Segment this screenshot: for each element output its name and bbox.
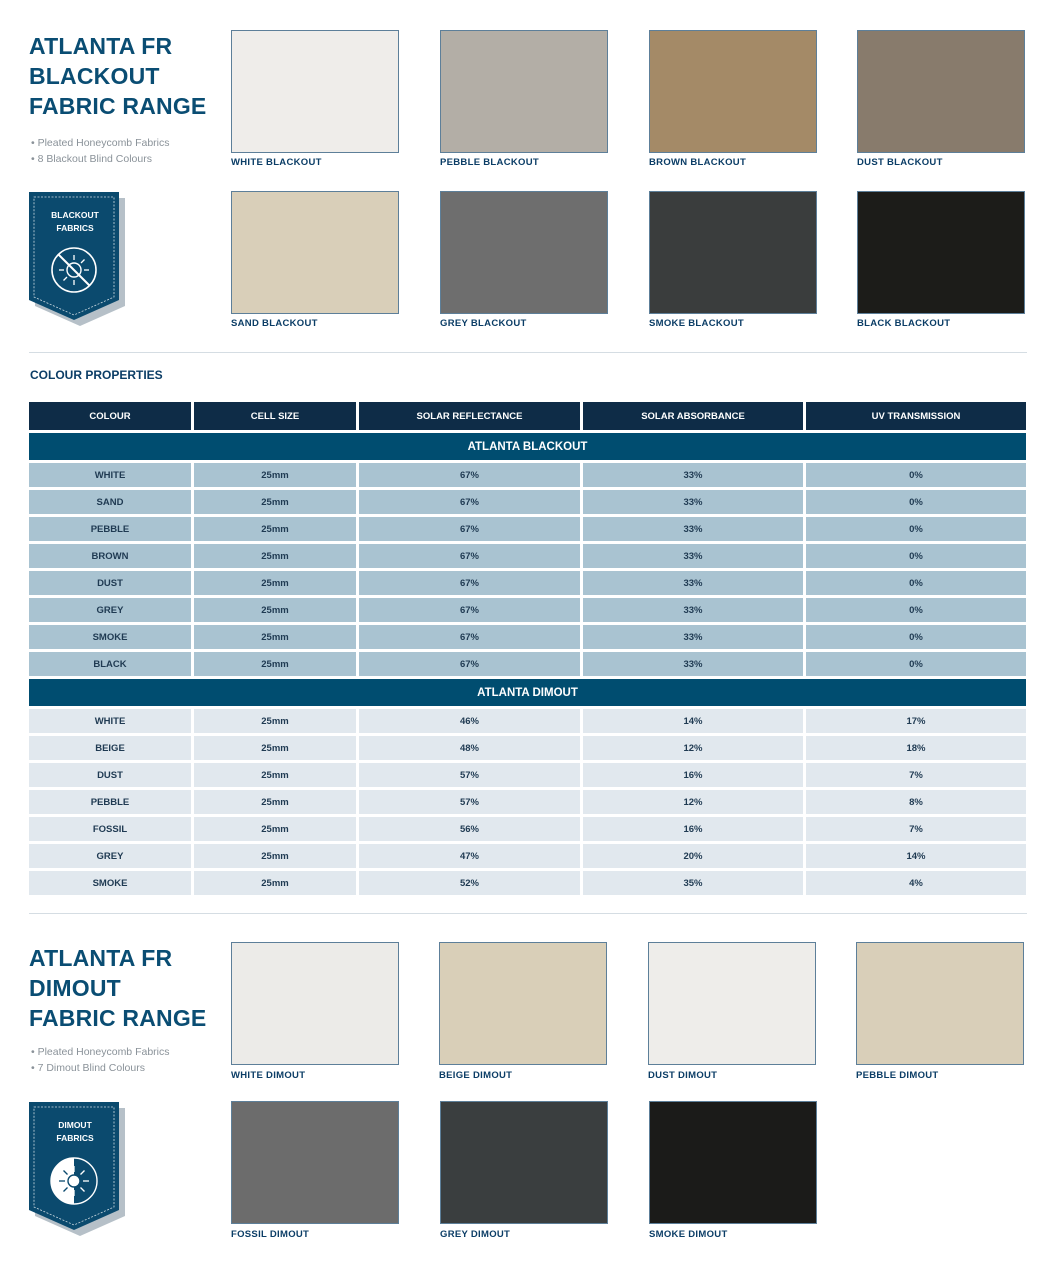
table-cell: 67%	[359, 571, 580, 595]
swatch-fossil-dimout[interactable]	[231, 1101, 399, 1224]
bullet-item: • Pleated Honeycomb Fabrics	[31, 135, 170, 151]
table-cell: GREY	[29, 844, 191, 868]
title-line: ATLANTA FR	[29, 33, 173, 59]
table-cell: SAND	[29, 490, 191, 514]
swatch-sand-blackout[interactable]	[231, 191, 399, 314]
title-line: ATLANTA FR	[29, 945, 173, 971]
table-row	[29, 652, 1026, 676]
table-cell: 33%	[583, 517, 803, 541]
table-cell: 33%	[583, 544, 803, 568]
table-cell: 25mm	[194, 625, 356, 649]
table-cell: 16%	[583, 817, 803, 841]
table-cell: 16%	[583, 763, 803, 787]
swatch-label: SMOKE BLACKOUT	[649, 318, 744, 329]
table-cell: 25mm	[194, 598, 356, 622]
table-cell: 33%	[583, 571, 803, 595]
swatch-dust-dimout[interactable]	[648, 942, 816, 1065]
dimout-bullets	[31, 1044, 170, 1076]
table-cell: 4%	[806, 871, 1026, 895]
table-cell: 67%	[359, 544, 580, 568]
table-cell: 25mm	[194, 490, 356, 514]
title-line: FABRIC RANGE	[29, 93, 207, 119]
table-cell: WHITE	[29, 709, 191, 733]
badge-line: DIMOUT	[58, 1120, 92, 1130]
table-cell: PEBBLE	[29, 790, 191, 814]
table-cell: 25mm	[194, 544, 356, 568]
table-cell: DUST	[29, 571, 191, 595]
table-cell: 12%	[583, 736, 803, 760]
table-cell: DUST	[29, 763, 191, 787]
table-cell: 18%	[806, 736, 1026, 760]
swatch-label: GREY DIMOUT	[440, 1229, 511, 1240]
badge-label	[29, 1119, 121, 1145]
swatch-label: WHITE DIMOUT	[231, 1070, 306, 1081]
blackout-badge	[29, 192, 119, 330]
bullet-item: • Pleated Honeycomb Fabrics	[31, 1044, 170, 1060]
table-cell: BLACK	[29, 652, 191, 676]
table-cell: 33%	[583, 463, 803, 487]
swatch-beige-dimout[interactable]	[439, 942, 607, 1065]
column-header: CELL SIZE	[194, 402, 356, 430]
badge-line: FABRICS	[56, 223, 94, 233]
table-row	[29, 571, 1026, 595]
table-cell: 57%	[359, 790, 580, 814]
table-row	[29, 871, 1026, 895]
table-row	[29, 463, 1026, 487]
table-cell: 52%	[359, 871, 580, 895]
swatch-smoke-blackout[interactable]	[649, 191, 817, 314]
table-cell: 25mm	[194, 571, 356, 595]
table-cell: 25mm	[194, 844, 356, 868]
table-cell: 25mm	[194, 763, 356, 787]
table-cell: 25mm	[194, 517, 356, 541]
swatch-black-blackout[interactable]	[857, 191, 1025, 314]
colour-properties-table	[26, 399, 1029, 898]
table-cell: 67%	[359, 463, 580, 487]
column-header: SOLAR REFLECTANCE	[359, 402, 580, 430]
dimout-badge	[29, 1102, 119, 1240]
swatch-grey-blackout[interactable]	[440, 191, 608, 314]
swatch-label: SMOKE DIMOUT	[649, 1229, 728, 1240]
table-cell: 48%	[359, 736, 580, 760]
bullet-item: • 8 Blackout Blind Colours	[31, 151, 170, 167]
table-row	[29, 517, 1026, 541]
table-cell: 25mm	[194, 652, 356, 676]
table-row	[29, 598, 1026, 622]
table-cell: 33%	[583, 652, 803, 676]
table-cell: 0%	[806, 652, 1026, 676]
swatch-grey-dimout[interactable]	[440, 1101, 608, 1224]
table-cell: 25mm	[194, 790, 356, 814]
swatch-brown-blackout[interactable]	[649, 30, 817, 153]
table-cell: 7%	[806, 763, 1026, 787]
table-row	[29, 544, 1026, 568]
colour-properties-heading: COLOUR PROPERTIES	[30, 368, 163, 382]
column-header: SOLAR ABSORBANCE	[583, 402, 803, 430]
table-cell: BEIGE	[29, 736, 191, 760]
table-cell: 14%	[583, 709, 803, 733]
table-cell: 67%	[359, 625, 580, 649]
table-cell: BROWN	[29, 544, 191, 568]
table-cell: 20%	[583, 844, 803, 868]
table-body	[29, 433, 1026, 895]
swatch-pebble-blackout[interactable]	[440, 30, 608, 153]
table-row	[29, 625, 1026, 649]
group-title: ATLANTA DIMOUT	[29, 679, 1026, 706]
swatch-label: DUST DIMOUT	[648, 1070, 718, 1081]
swatch-label: PEBBLE BLACKOUT	[440, 157, 539, 168]
table-cell: 25mm	[194, 871, 356, 895]
table-cell: 0%	[806, 571, 1026, 595]
table-cell: 25mm	[194, 463, 356, 487]
table-cell: 25mm	[194, 817, 356, 841]
swatch-label: SAND BLACKOUT	[231, 318, 318, 329]
table-row	[29, 709, 1026, 733]
table-cell: 46%	[359, 709, 580, 733]
table-row	[29, 790, 1026, 814]
badge-label	[29, 209, 121, 235]
column-header: COLOUR	[29, 402, 191, 430]
swatch-smoke-dimout[interactable]	[649, 1101, 817, 1224]
swatch-label: BROWN BLACKOUT	[649, 157, 747, 168]
swatch-label: FOSSIL DIMOUT	[231, 1229, 310, 1240]
swatch-label: DUST BLACKOUT	[857, 157, 943, 168]
badge-line: BLACKOUT	[51, 210, 99, 220]
table-row	[29, 763, 1026, 787]
table-cell: WHITE	[29, 463, 191, 487]
table-cell: 33%	[583, 625, 803, 649]
divider	[29, 913, 1027, 914]
table-cell: 47%	[359, 844, 580, 868]
table-cell: 12%	[583, 790, 803, 814]
table-cell: 8%	[806, 790, 1026, 814]
swatch-white-blackout[interactable]	[231, 30, 399, 153]
table-cell: GREY	[29, 598, 191, 622]
table-cell: 0%	[806, 517, 1026, 541]
blackout-bullets	[31, 135, 170, 167]
table-cell: 0%	[806, 625, 1026, 649]
swatch-white-dimout[interactable]	[231, 942, 399, 1065]
table-cell: 33%	[583, 598, 803, 622]
title-line: FABRIC RANGE	[29, 1005, 207, 1031]
table-row	[29, 490, 1026, 514]
table-cell: 35%	[583, 871, 803, 895]
table-cell: 67%	[359, 490, 580, 514]
table-cell: FOSSIL	[29, 817, 191, 841]
table-cell: 57%	[359, 763, 580, 787]
table-cell: 56%	[359, 817, 580, 841]
title-line: DIMOUT	[29, 975, 121, 1001]
dimout-title	[29, 943, 206, 1033]
swatch-label: WHITE BLACKOUT	[231, 157, 322, 168]
swatch-label: BLACK BLACKOUT	[857, 318, 951, 329]
table-row	[29, 844, 1026, 868]
table-cell: SMOKE	[29, 871, 191, 895]
table-cell: 0%	[806, 463, 1026, 487]
blackout-title	[29, 31, 206, 121]
swatch-dust-blackout[interactable]	[857, 30, 1025, 153]
table-cell: PEBBLE	[29, 517, 191, 541]
group-title: ATLANTA BLACKOUT	[29, 433, 1026, 460]
table-cell: 0%	[806, 490, 1026, 514]
divider	[29, 352, 1027, 353]
table-row	[29, 736, 1026, 760]
swatch-label: BEIGE DIMOUT	[439, 1070, 513, 1081]
bullet-item: • 7 Dimout Blind Colours	[31, 1060, 170, 1076]
table-group-row	[29, 433, 1026, 460]
table-cell: 0%	[806, 598, 1026, 622]
column-header: UV TRANSMISSION	[806, 402, 1026, 430]
table-cell: 17%	[806, 709, 1026, 733]
table-cell: 25mm	[194, 736, 356, 760]
swatch-label: GREY BLACKOUT	[440, 318, 527, 329]
title-line: BLACKOUT	[29, 63, 160, 89]
badge-line: FABRICS	[56, 1133, 94, 1143]
table-row	[29, 817, 1026, 841]
table-cell: 33%	[583, 490, 803, 514]
table-header-row	[29, 402, 1026, 430]
swatch-label: PEBBLE DIMOUT	[856, 1070, 939, 1081]
table-cell: 67%	[359, 517, 580, 541]
table-cell: SMOKE	[29, 625, 191, 649]
table-cell: 67%	[359, 652, 580, 676]
table-cell: 14%	[806, 844, 1026, 868]
table-cell: 67%	[359, 598, 580, 622]
swatch-pebble-dimout[interactable]	[856, 942, 1024, 1065]
table-cell: 7%	[806, 817, 1026, 841]
table-cell: 0%	[806, 544, 1026, 568]
table-cell: 25mm	[194, 709, 356, 733]
table-group-row	[29, 679, 1026, 706]
